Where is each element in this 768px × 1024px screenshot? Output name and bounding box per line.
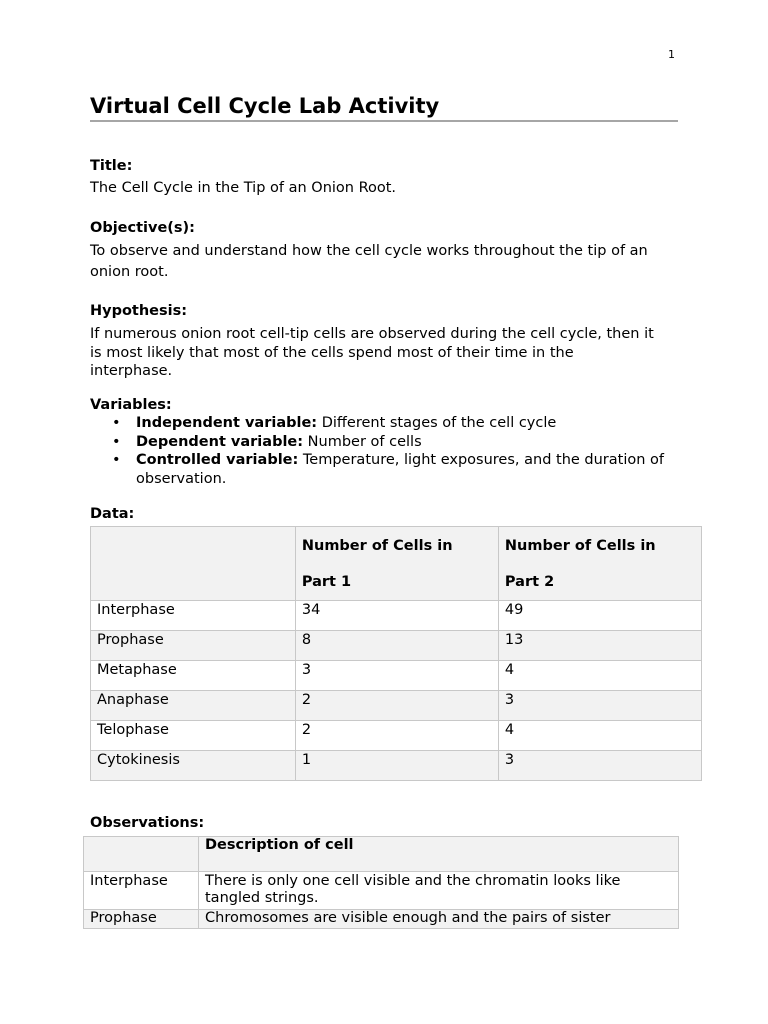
table-header-cell: Number of Cells in Part 2 bbox=[498, 527, 701, 601]
table-row bbox=[91, 751, 702, 781]
bullet-icon: • bbox=[112, 433, 121, 450]
table-cell: Chromosomes are visible enough and the pairs of sister bbox=[199, 910, 679, 929]
table-cell: Prophase bbox=[84, 910, 199, 929]
table-cell: 2 bbox=[295, 691, 498, 721]
table-cell: Prophase bbox=[91, 631, 296, 661]
variable-text: Temperature, light exposures, and the duration of observation. bbox=[136, 452, 665, 487]
variable-term: Dependent variable: bbox=[136, 433, 304, 450]
objective-line: To observe and understand how the cell cycle works throughout the tip of an bbox=[90, 243, 648, 259]
table-header-row bbox=[91, 527, 702, 601]
table-cell: Interphase bbox=[84, 872, 199, 910]
hypothesis-label: Hypothesis: bbox=[90, 303, 188, 319]
list-item bbox=[90, 433, 680, 452]
bullet-icon: • bbox=[112, 415, 121, 431]
table-cell: 49 bbox=[498, 601, 701, 631]
table-cell: 4 bbox=[498, 661, 701, 691]
objective-line: onion root. bbox=[90, 263, 169, 280]
table-row bbox=[91, 601, 702, 631]
observations-table bbox=[83, 836, 679, 929]
table-row bbox=[91, 721, 702, 751]
table-header-cell: Description of cell bbox=[199, 837, 679, 872]
table-row bbox=[84, 910, 679, 929]
bullet-icon: • bbox=[112, 452, 121, 468]
table-cell: 13 bbox=[498, 631, 701, 661]
table-cell: 4 bbox=[498, 721, 701, 751]
table-cell: Interphase bbox=[91, 601, 296, 631]
table-cell: 2 bbox=[295, 721, 498, 751]
objective-label: Objective(s): bbox=[90, 220, 195, 236]
data-label: Data: bbox=[90, 506, 135, 522]
list-item bbox=[90, 414, 680, 433]
table-cell: Telophase bbox=[91, 721, 296, 751]
observations-label: Observations: bbox=[90, 815, 205, 831]
document-title: Virtual Cell Cycle Lab Activity bbox=[90, 92, 678, 122]
table-row bbox=[91, 661, 702, 691]
variable-term: Independent variable: bbox=[136, 415, 318, 431]
title-label: Title: bbox=[90, 158, 133, 174]
table-row bbox=[84, 872, 679, 910]
variable-term: Controlled variable: bbox=[136, 452, 299, 468]
table-cell: There is only one cell visible and the chromatin looks like tangled strings. bbox=[199, 872, 679, 910]
data-table bbox=[90, 526, 702, 781]
page-number: 1 bbox=[668, 48, 675, 61]
table-header-cell: Number of Cells in Part 1 bbox=[295, 527, 498, 601]
table-header-row bbox=[84, 837, 679, 872]
title-text: The Cell Cycle in the Tip of an Onion Root. bbox=[90, 180, 397, 196]
variables-label: Variables: bbox=[90, 397, 172, 413]
table-cell: 1 bbox=[295, 751, 498, 781]
table-cell: 3 bbox=[498, 751, 701, 781]
table-cell: 8 bbox=[295, 631, 498, 661]
table-cell: 3 bbox=[295, 661, 498, 691]
variable-text: Different stages of the cell cycle bbox=[317, 415, 557, 431]
list-item bbox=[90, 451, 680, 488]
variables-list bbox=[90, 414, 680, 488]
hypothesis-line: interphase. bbox=[90, 363, 173, 379]
hypothesis-line: is most likely that most of the cells spend most of their time in the bbox=[90, 344, 574, 361]
table-cell: Anaphase bbox=[91, 691, 296, 721]
hypothesis-text bbox=[90, 325, 654, 381]
table-cell: Metaphase bbox=[91, 661, 296, 691]
table-cell: 3 bbox=[498, 691, 701, 721]
table-header-cell bbox=[91, 527, 296, 601]
table-header-cell bbox=[84, 837, 199, 872]
objective-text bbox=[90, 241, 648, 282]
table-row bbox=[91, 691, 702, 721]
table-cell: 34 bbox=[295, 601, 498, 631]
table-cell: Cytokinesis bbox=[91, 751, 296, 781]
variable-text: Number of cells bbox=[303, 433, 422, 450]
hypothesis-line: If numerous onion root cell-tip cells are observed during the cell cycle, then it bbox=[90, 326, 654, 342]
table-row bbox=[91, 631, 702, 661]
